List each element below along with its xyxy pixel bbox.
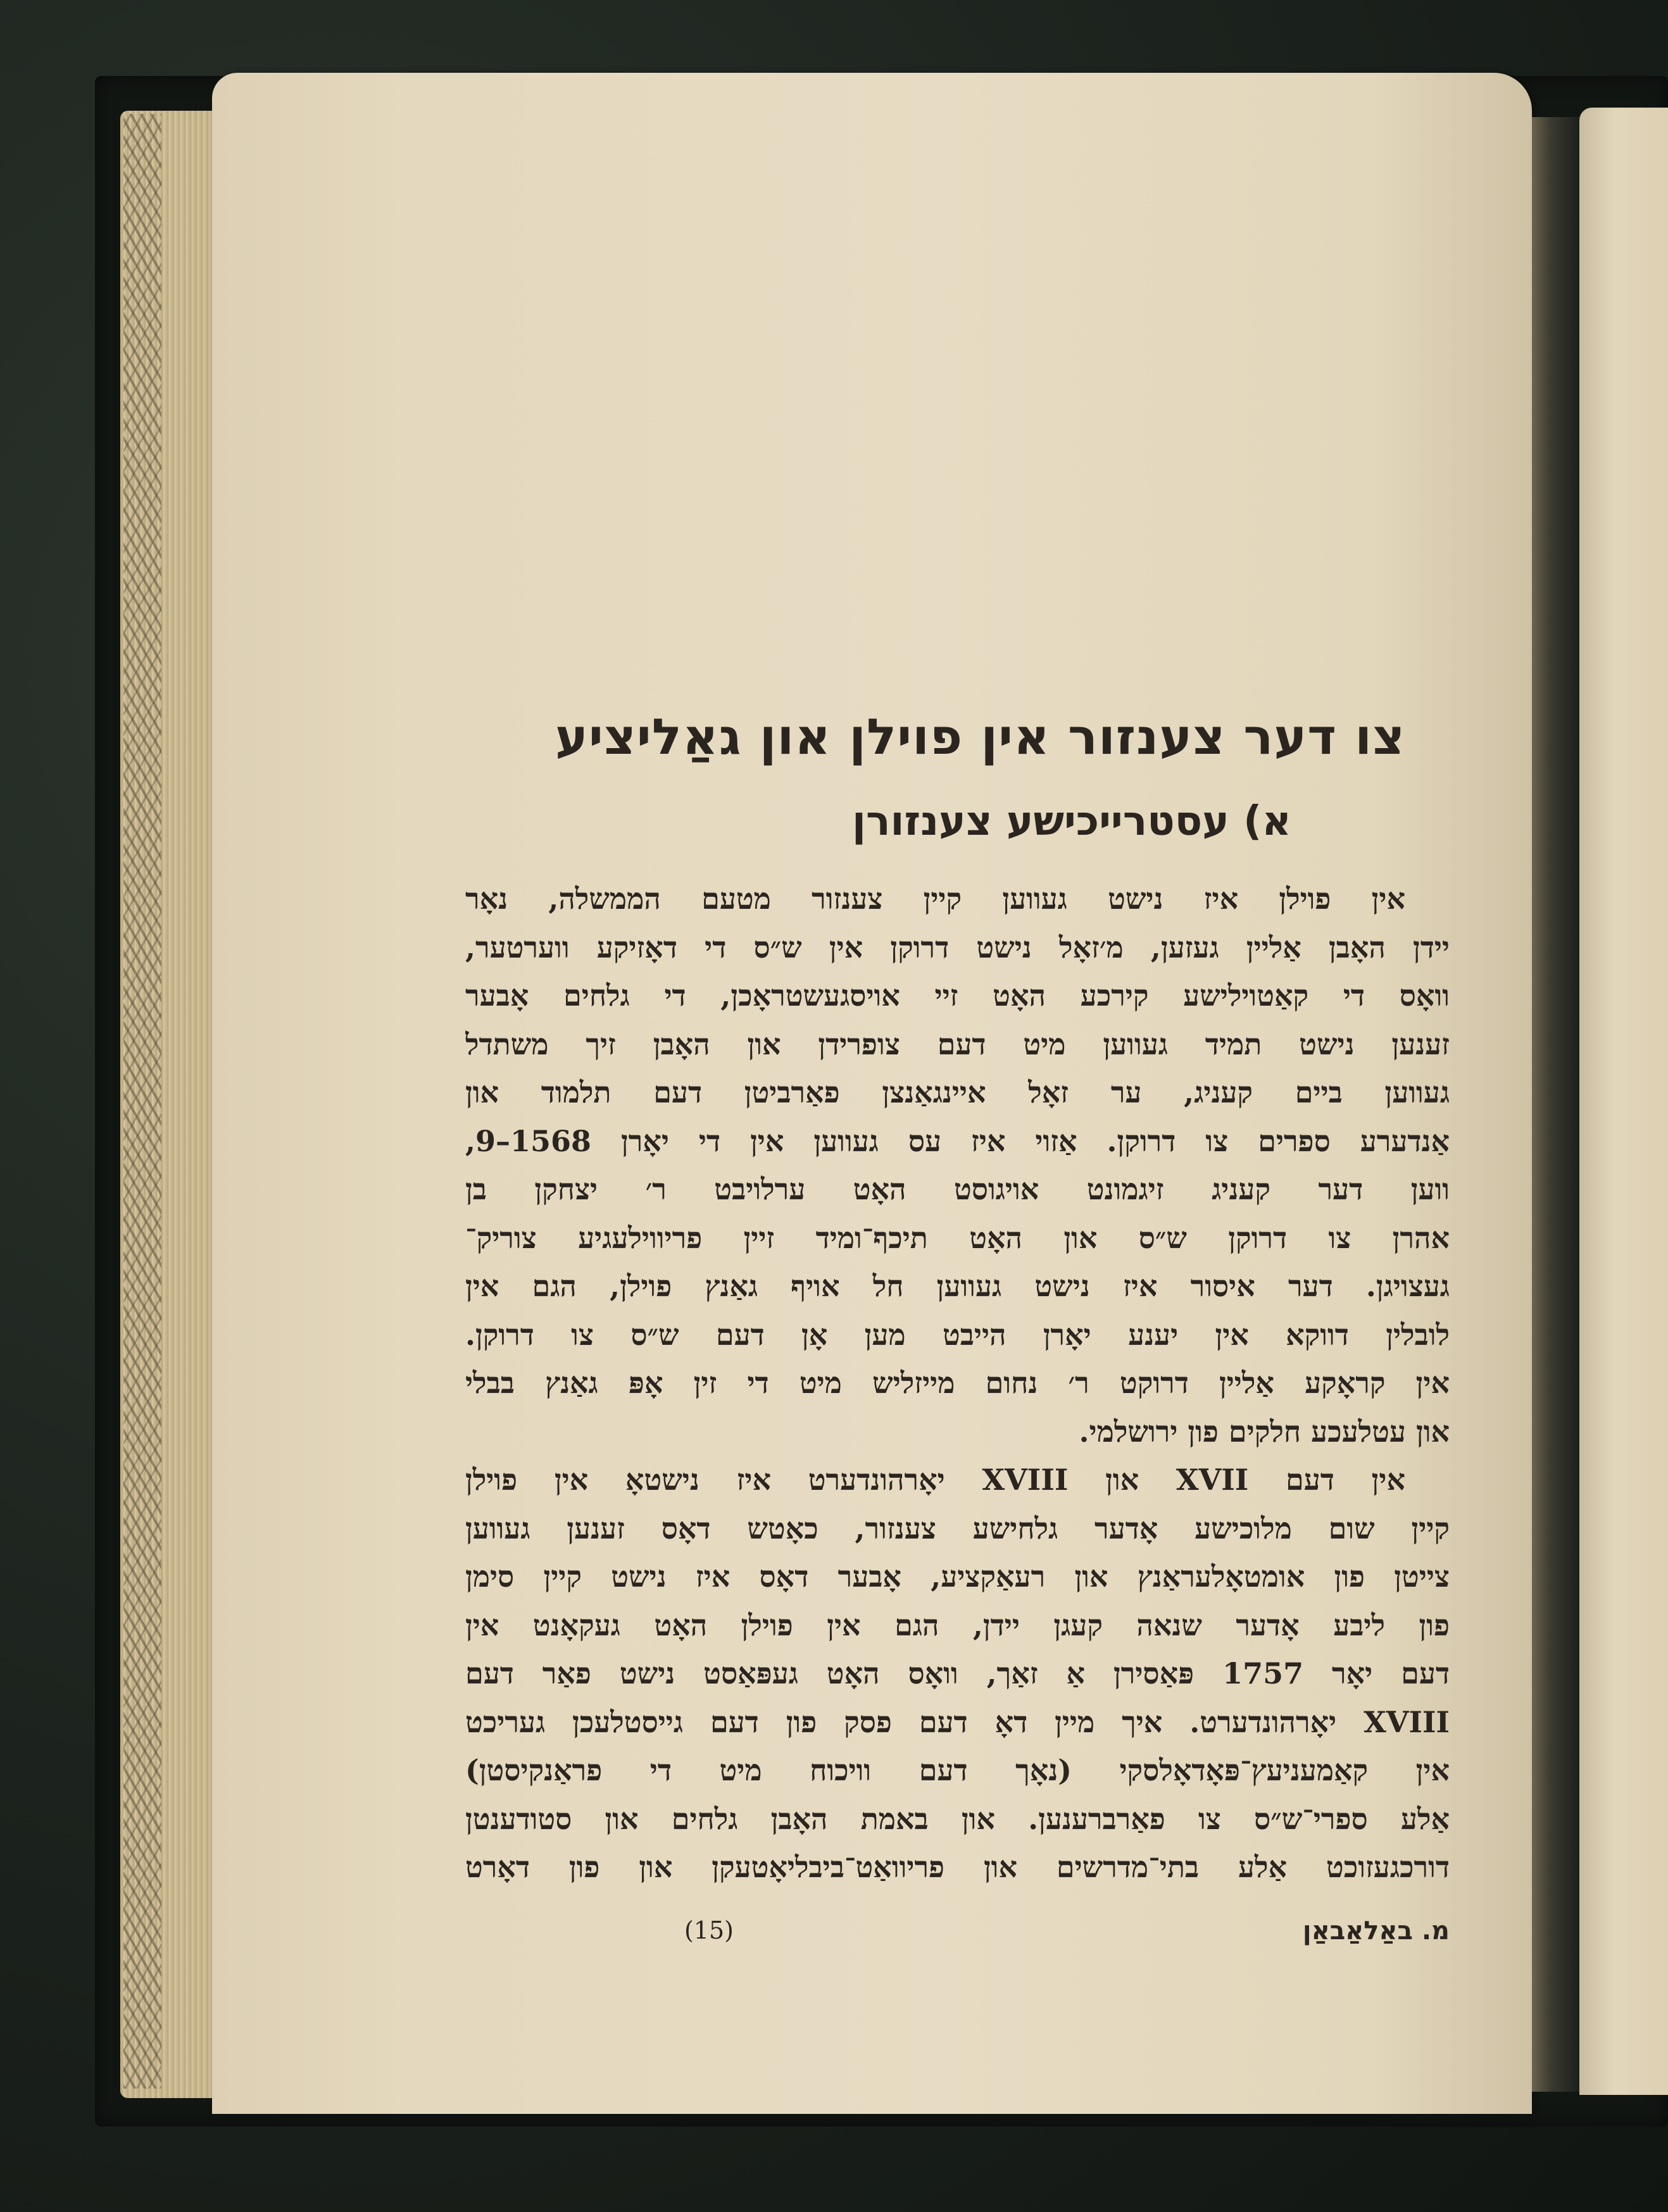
text-line: צייטן פון אומטאָלעראַנץ און רעאַקציע, אָבער דאָס איז נישט קיין סימן xyxy=(465,1559,1450,1594)
section-title: א) עסטרייכישע צענזורן xyxy=(852,798,1291,845)
text-line: געצויגן. דער איסור איז נישט געווען חל אויף גאַנץ פוילן, הגם אין xyxy=(465,1269,1450,1303)
chapter-title: צו דער צענזור אין פוילן און גאַליציע xyxy=(555,709,1405,766)
text-line: אַנדערע ספרים צו דרוקן. אַזוי איז עס געווען אין די יאָרן 1568–9, xyxy=(465,1123,1450,1158)
page-edge-pattern xyxy=(123,114,161,2089)
text-line: זענען נישט תמיד געווען מיט דעם צופרידן און האָבן זיך משתדל xyxy=(465,1027,1450,1061)
text-line: יידן האָבן אַליין געזען, מ׳זאָל נישט דרוקן אין ש״ס די דאָזיקע ווערטער, xyxy=(465,930,1450,965)
paragraph-1 xyxy=(465,875,1450,1456)
text-line: אין פוילן איז נישט געווען קיין צענזור מטעם הממשלה, נאָר xyxy=(465,882,1405,916)
paragraph-2 xyxy=(465,1456,1450,1892)
text-line: XVIII יאָרהונדערט. איך מיין דאָ דעם פסק פון דעם גייסטלעכן געריכט xyxy=(465,1704,1450,1739)
text-line: אהרן צו דרוקן ש״ס און האָט תיכף־ומיד זיין פריווילעגיע צוריק־ xyxy=(465,1220,1450,1255)
book-gutter xyxy=(1532,117,1579,2092)
body-text xyxy=(465,875,1450,1892)
text-line: און עטלעכע חלקים פון ירושלמי. xyxy=(1079,1414,1450,1449)
text-line: געווען ביים קעניג, ער זאָל איינגאַנצן פאַרביטן דעם תלמוד און xyxy=(465,1075,1450,1109)
page-number: (15) xyxy=(684,1916,734,1944)
text-line: אין דעם XVII און XVIII יאָרהונדערט איז נישטאָ אין פוילן xyxy=(465,1463,1405,1497)
text-line: פון ליבע אָדער שנאה קעגן יידן, הגם אין פוילן האָט געקאָנט אין xyxy=(465,1608,1450,1642)
text-line: אין קאַמעניעץ־פּאָדאָלסקי (נאָך דעם וויכוח מיט די פראַנקיסטן) xyxy=(465,1753,1450,1787)
text-line: וואָס די קאַטוילישע קירכע האָט זיי אויסגעשטראָכן, די גלחים אָבער xyxy=(465,978,1450,1013)
text-line: ווען דער קעניג זיגמונט אויגוסט האָט ערלויבט ר׳ יצחקן בן xyxy=(465,1172,1450,1206)
text-line: אין קראָקע אַליין דרוקט ר׳ נחום מייזליש מיט די זין אָפּ גאַנץ בבלי xyxy=(465,1366,1450,1400)
text-line: קיין שום מלוכישע אָדער גלחישע צענזור, כאָטש דאָס זענען געווען xyxy=(465,1511,1450,1546)
text-line: דורכגעזוכט אַלע בתי־מדרשים און פריוואַט־ביבליאָטעקן און פון דאָרט xyxy=(465,1850,1450,1884)
facing-page-edge xyxy=(1579,108,1668,2095)
text-line: דעם יאָר 1757 פּאַסירן אַ זאַך, וואָס האָט געפּאַסט נישט פאַר דעם xyxy=(465,1656,1450,1690)
text-line: אַלע ספרי־ש״ס צו פאַרברענען. און באמת האָבן גלחים און סטודענטן xyxy=(465,1801,1450,1836)
footer-author: מ. באַלאַבאַן xyxy=(1302,1916,1450,1946)
page-content xyxy=(465,703,1450,1892)
text-line: לובלין דווקא אין יענע יאָרן הייבט מען אָן דעם ש״ס צו דרוקן. xyxy=(465,1317,1450,1352)
